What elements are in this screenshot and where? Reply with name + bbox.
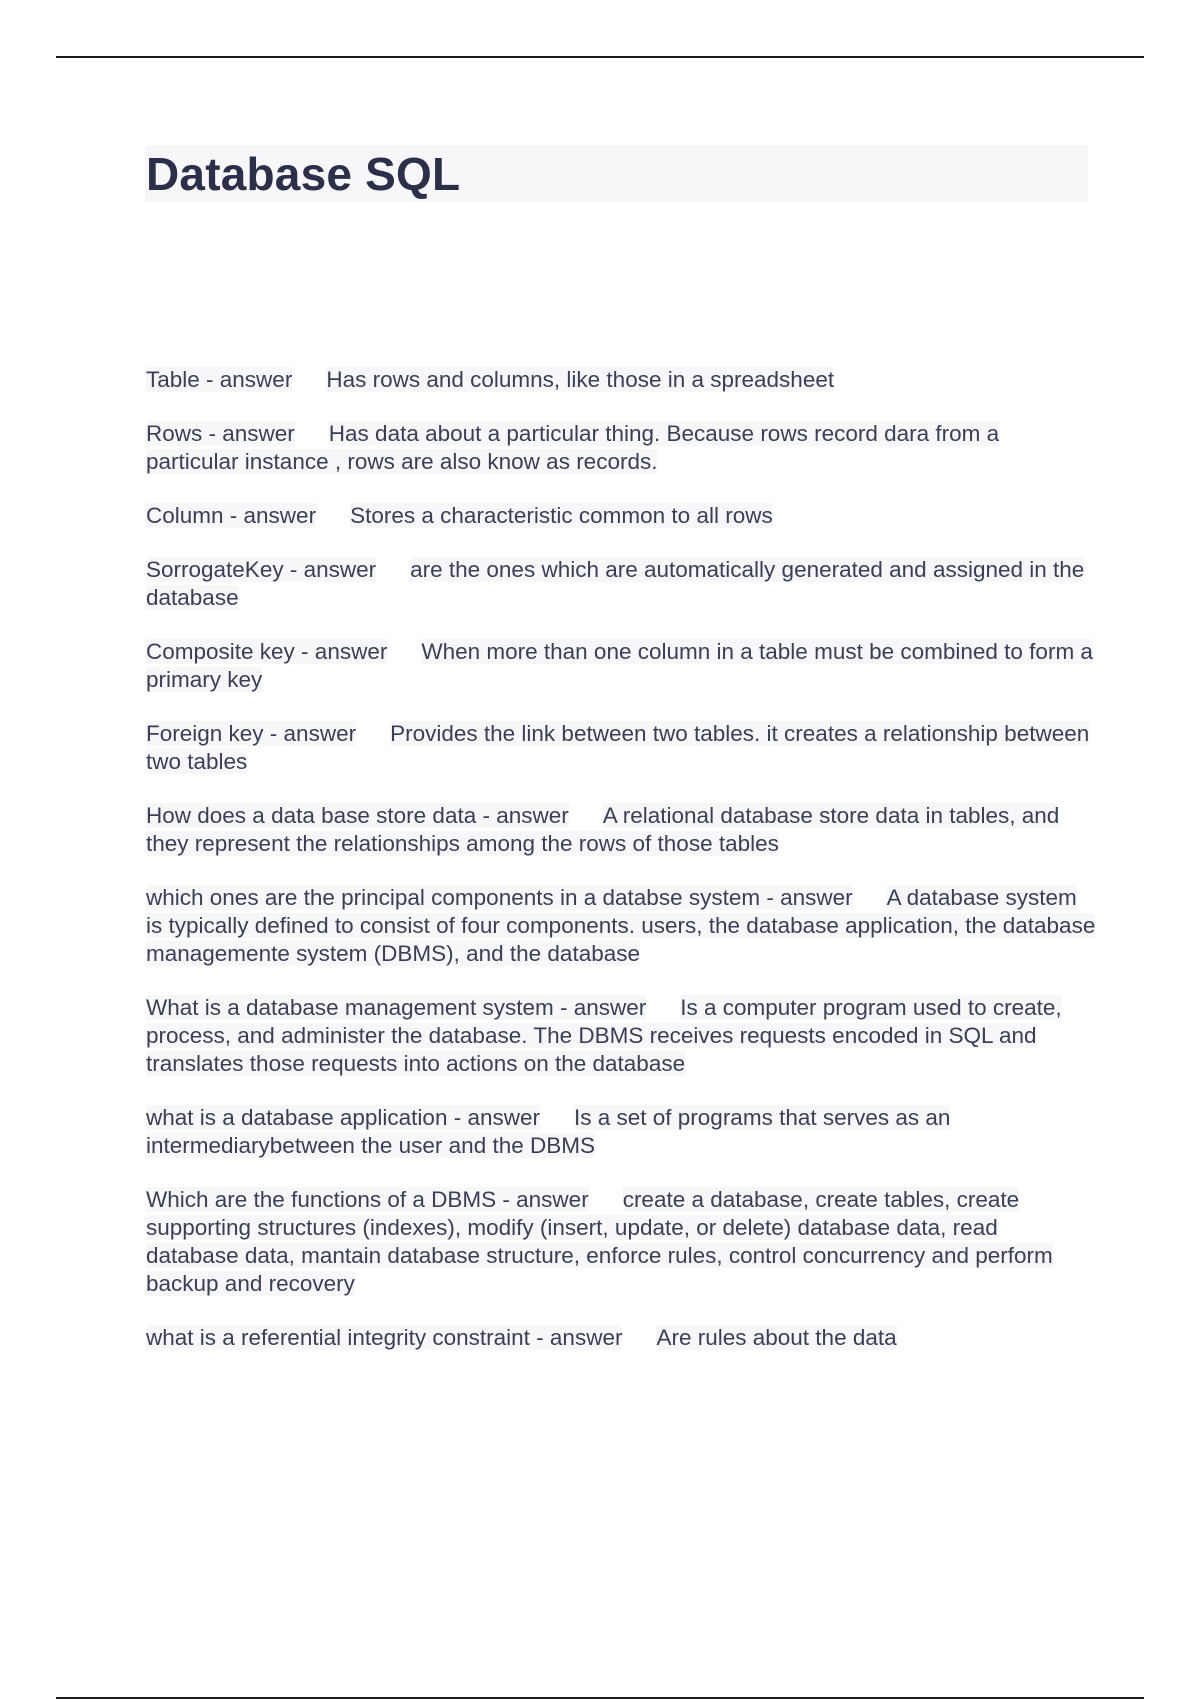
question-text: what is a referential integrity constraint - answer	[146, 1325, 623, 1350]
question-text: Rows - answer	[146, 421, 295, 446]
qa-item	[146, 994, 1096, 1078]
answer-text: Provides the link between two tables. it creates a relationship between two tables	[146, 721, 1090, 774]
question-text: Composite key - answer	[146, 639, 388, 664]
question-text: what is a database application - answer	[146, 1105, 540, 1130]
qa-item	[146, 720, 1096, 776]
page-title: Database SQL	[146, 148, 461, 200]
qa-list	[146, 366, 1096, 1378]
answer-text: When more than one column in a table must be combined to form a primary key	[146, 639, 1093, 692]
top-rule	[56, 56, 1144, 58]
question-text: Foreign key - answer	[146, 721, 357, 746]
qa-item	[146, 802, 1096, 858]
answer-text: Is a set of programs that serves as an intermediarybetween the user and the DBMS	[146, 1105, 951, 1158]
answer-text: A relational database store data in tables, and they represent the relationships among the rows of those tables	[146, 803, 1060, 856]
question-text: How does a data base store data - answer	[146, 803, 569, 828]
answer-text: are the ones which are automatically generated and assigned in the database	[146, 557, 1085, 610]
qa-item	[146, 638, 1096, 694]
answer-text: Has data about a particular thing. Because rows record dara from a particular instance , rows are also know as records.	[146, 421, 1000, 474]
question-text: Table - answer	[146, 367, 293, 392]
question-text: SorrogateKey - answer	[146, 557, 377, 582]
qa-item	[146, 366, 1096, 394]
question-text: Column - answer	[146, 503, 317, 528]
answer-text: Is a computer program used to create, process, and administer the database. The DBMS receives requests encoded in SQL and translates those requests into actions on the database	[146, 995, 1062, 1076]
answer-text: create a database, create tables, create supporting structures (indexes), modify (insert, update, or delete) database data, read database data, mantain database structure, enforce rules, control concurrency and perform backup and recovery	[146, 1187, 1053, 1296]
question-text: which ones are the principal components in a databse system - answer	[146, 885, 853, 910]
qa-item	[146, 1104, 1096, 1160]
answer-text: Has rows and columns, like those in a spreadsheet	[326, 367, 835, 392]
answer-text: Are rules about the data	[656, 1325, 897, 1350]
question-text: Which are the functions of a DBMS - answer	[146, 1187, 589, 1212]
answer-text: Stores a characteristic common to all rows	[350, 503, 773, 528]
bottom-rule	[56, 1697, 1144, 1699]
answer-text: A database system is typically defined to consist of four components. users, the database application, the database managemente system (DBMS), and the database	[146, 885, 1096, 966]
qa-item	[146, 1186, 1096, 1298]
qa-item	[146, 420, 1096, 476]
qa-item	[146, 1324, 1096, 1352]
question-text: What is a database management system - answer	[146, 995, 647, 1020]
qa-item	[146, 502, 1096, 530]
qa-item	[146, 556, 1096, 612]
qa-item	[146, 884, 1096, 968]
